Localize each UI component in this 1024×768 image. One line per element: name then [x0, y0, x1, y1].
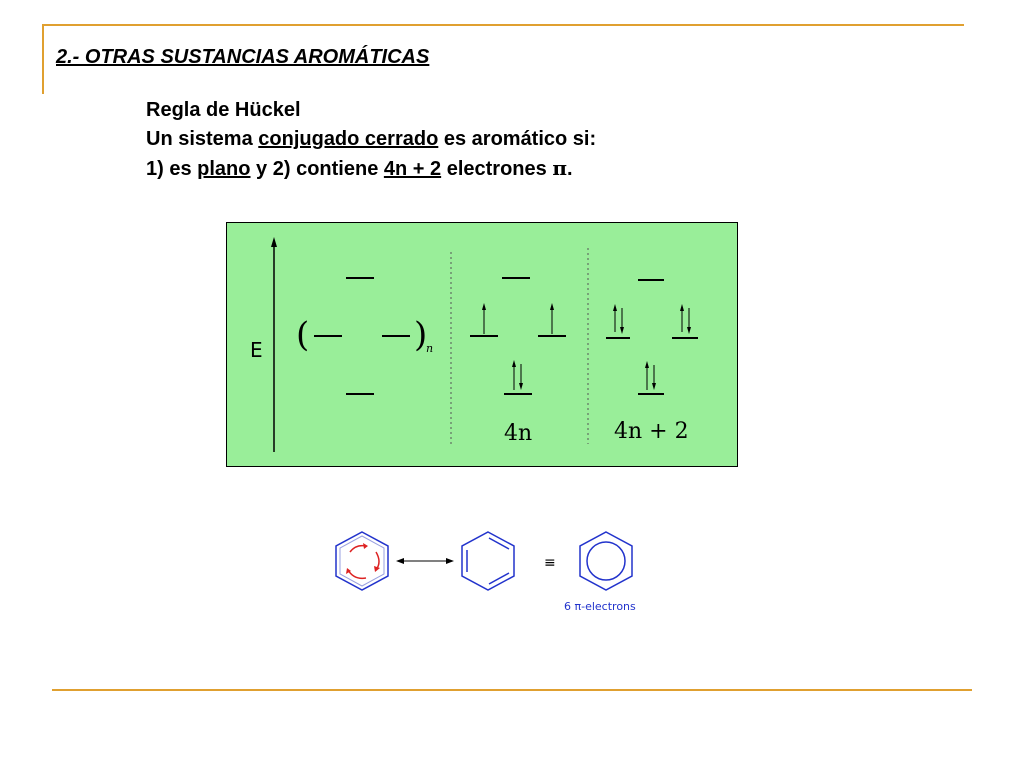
left-rule — [42, 24, 44, 94]
slide-title: 2.- OTRAS SUSTANCIAS AROMÁTICAS — [56, 46, 430, 68]
term-plano: plano — [197, 158, 251, 180]
mo-energy-diagram — [226, 222, 738, 467]
resonance-arrow-icon — [396, 558, 454, 564]
benzene-structure-1 — [336, 532, 388, 590]
paren-open: ( — [296, 315, 310, 355]
line3-p1: 1) es — [146, 158, 198, 180]
huckel-rule-text — [146, 96, 596, 184]
benzene-structure-3 — [580, 532, 632, 590]
rule-line-3 — [146, 154, 596, 184]
line2-prefix: Un sistema — [146, 128, 259, 150]
benzene-resonance — [334, 524, 670, 616]
paren-close: ) — [414, 315, 428, 355]
line3-end: . — [566, 158, 573, 180]
label-4n: 4n — [504, 421, 533, 446]
term-4n-plus-2: 4n + 2 — [383, 158, 442, 180]
top-rule — [42, 24, 964, 26]
equivalence-symbol: ≡ — [544, 555, 556, 571]
line2-suffix: es aromático si: — [438, 128, 597, 150]
bottom-rule — [52, 689, 972, 691]
label-4n-plus-2: 4n + 2 — [614, 419, 689, 444]
rule-line-2 — [146, 125, 596, 154]
line3-p2: y 2) contiene — [250, 158, 384, 180]
benzene-structure-2 — [462, 532, 514, 590]
rule-heading: Regla de Hückel — [146, 99, 301, 121]
line3-p3: electrones — [441, 158, 553, 180]
pi-electrons-label: 6 π-electrons — [564, 600, 636, 613]
pi-symbol: π — [552, 156, 567, 180]
electron-arrow-icon — [348, 570, 366, 578]
energy-label: E — [250, 338, 263, 362]
term-conjugado-cerrado: conjugado cerrado — [258, 128, 439, 150]
subscript-n: n — [426, 342, 434, 355]
